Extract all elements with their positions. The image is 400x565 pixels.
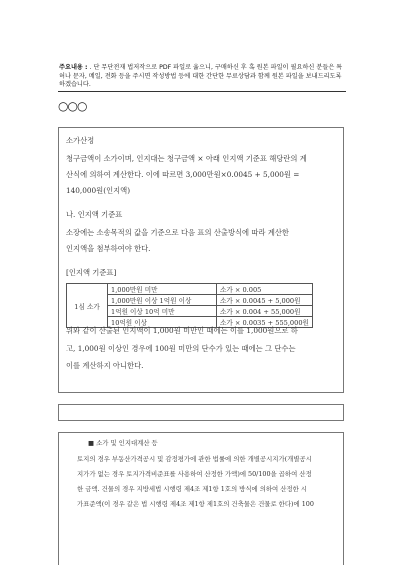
calc-paragraph-line: 140,000원(인지액) <box>66 186 131 195</box>
table-row <box>67 284 313 295</box>
formula-cell: 소가 × 0.004 + 55,000원 <box>217 306 313 317</box>
valuation-line: 한 금액. 건물의 경우 지방세법 시행령 제4조 제1항 1호의 방식에 의하여 산정한 시 <box>77 485 307 493</box>
notice-divider <box>58 91 346 92</box>
empty-box <box>58 404 344 421</box>
valuation-heading: ■ 소가 및 인지대계산 등 <box>88 439 158 447</box>
rule-paragraph-line: 인지액을 첨부하여야 한다. <box>66 244 151 253</box>
range-cell: 1,000만원 이상 1억원 이상 <box>108 295 217 306</box>
formula-cell: 소가 × 0.005 <box>217 284 313 295</box>
notice-text <box>59 64 344 90</box>
valuation-line: 가표준액(이 경우 같은 법 시행령 제4조 제1항 제1호의 건축물은 건물로 한다)에 100 <box>77 500 314 508</box>
calc-paragraph-line: 산식에 의하여 계산한다. 이에 따르면 3,000만원×0.0045 + 5,000원 = <box>66 170 300 179</box>
rounding-paragraph-line: 고, 1,000원 이상인 경우에 100원 미만의 단수가 있는 때에는 그 단수는 <box>66 344 296 353</box>
range-cell: 10억원 이상 <box>108 317 217 328</box>
section-marker: ○○○ <box>58 99 87 113</box>
subheading: 나. 인지액 기준표 <box>66 210 123 219</box>
rounding-paragraph-line: 이를 계산하지 아니한다. <box>66 361 144 370</box>
range-cell: 1억원 이상 10억 미만 <box>108 306 217 317</box>
calc-paragraph-line: 청구금액이 소가이며, 인지대는 청구금액 × 아래 인지액 기준표 해당란의 계 <box>66 154 307 163</box>
rule-paragraph-line: 소장에는 소송목적의 값을 기준으로 다음 표의 산출방식에 따라 계산한 <box>66 228 289 237</box>
formula-cell: 소가 × 0.0045 + 5,000원 <box>217 295 313 306</box>
section-heading: 소가산정 <box>66 136 95 145</box>
rounding-paragraph-line: 위와 같이 산출된 인지액이 1,000원 미만인 때에는 이를 1,000원으로 하 <box>66 326 298 335</box>
valuation-line: 토지의 경우 부동산가격공시 및 감정평가에 관한 법률에 의한 개별공시지가(개별공시 <box>77 455 312 463</box>
notice-label: 주요내용 : <box>59 64 88 71</box>
range-cell: 1,000만원 미만 <box>108 284 217 295</box>
table-label: [인지액 기준표] <box>66 268 117 277</box>
valuation-line: 지가가 없는 경우 토지가격비준표를 사용하여 산정한 가액)에 50/100을 곱하여 산정 <box>77 470 312 478</box>
notice-body: . 단 무단전재 법저작으로 PDF 파일로 옮으니, 구매하신 후 혹 원본 파일이 필요하신 분들은 특허나 문자, 메일, 전화 등을 주시면 작성방법 등에 대한 간단한 무료상담과 함께 원본 파일을 보내드리도록 하겠습니다. <box>59 64 343 89</box>
formula-cell: 소가 × 0.0035 + 555,000원 <box>217 317 313 328</box>
category-cell: 1심 소가 <box>67 284 108 328</box>
